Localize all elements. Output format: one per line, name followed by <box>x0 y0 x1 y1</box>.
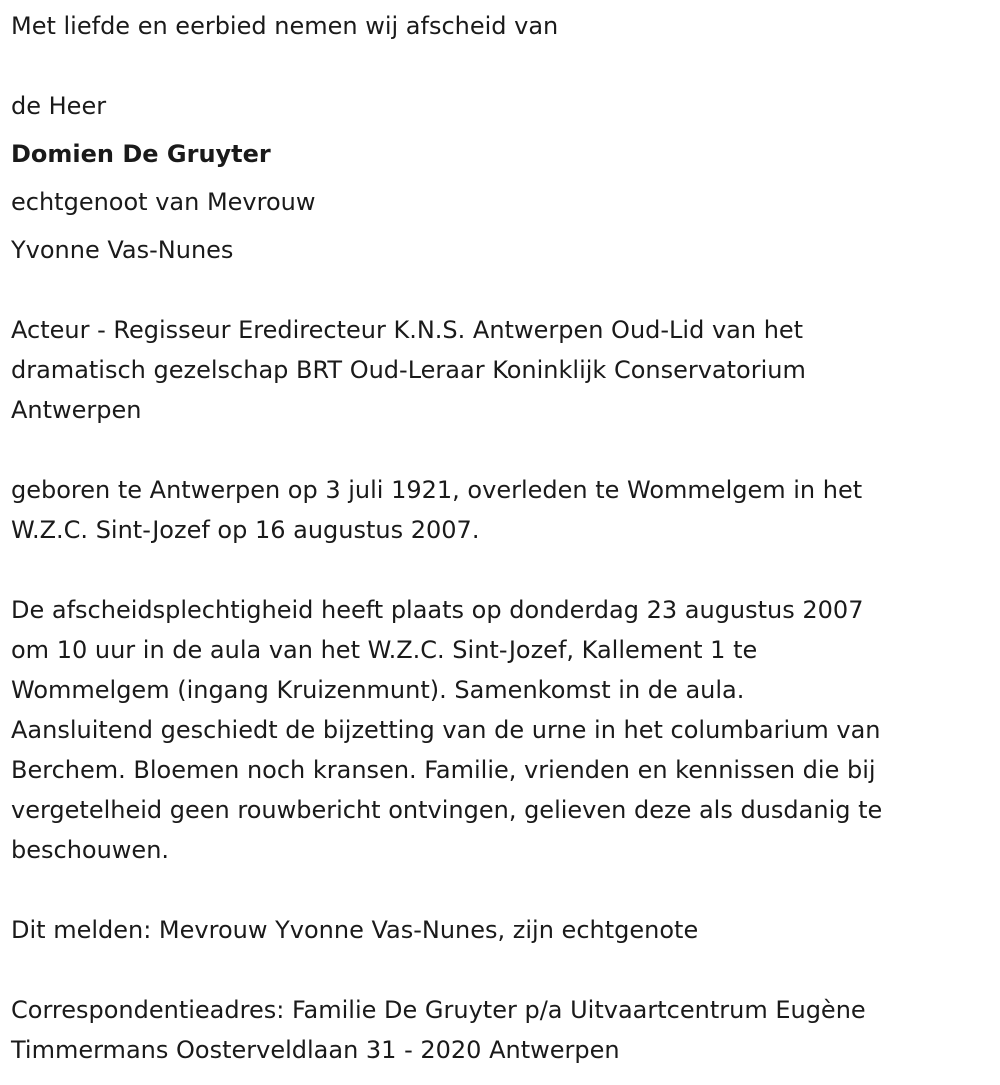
dates-line: geboren te Antwerpen op 3 juli 1921, overleden te Wommelgem in het <box>11 476 863 504</box>
ceremony-line: vergetelheid geen rouwbericht ontvingen, gelieven deze als dusdanig te <box>11 796 883 824</box>
career-line: Antwerpen <box>11 396 142 424</box>
correspondence-line: Timmermans Oosterveldlaan 31 - 2020 Antwerpen <box>11 1036 620 1064</box>
ceremony-line: om 10 uur in de aula van het W.Z.C. Sint-Jozef, Kallement 1 te <box>11 636 758 664</box>
career-line: Acteur - Regisseur Eredirecteur K.N.S. Antwerpen Oud-Lid van het <box>11 316 804 344</box>
intro-text: Met liefde en eerbied nemen wij afscheid van <box>11 12 559 40</box>
ceremony-line: Berchem. Bloemen noch kransen. Familie, vrienden en kennissen die bij <box>11 756 876 784</box>
announcers-text: Dit melden: Mevrouw Yvonne Vas-Nunes, zijn echtgenote <box>11 916 699 944</box>
deceased-name: Domien De Gruyter <box>11 140 271 168</box>
ceremony-line: Wommelgem (ingang Kruizenmunt). Samenkomst in de aula. <box>11 676 745 704</box>
correspondence-line: Correspondentieadres: Familie De Gruyter p/a Uitvaartcentrum Eugène <box>11 996 866 1024</box>
ceremony-line: Aansluitend geschiedt de bijzetting van de urne in het columbarium van <box>11 716 881 744</box>
salutation: de Heer <box>11 92 107 120</box>
ceremony-line: beschouwen. <box>11 836 170 864</box>
dates-line: W.Z.C. Sint-Jozef op 16 augustus 2007. <box>11 516 480 544</box>
career-line: dramatisch gezelschap BRT Oud-Leraar Koninklijk Conservatorium <box>11 356 806 384</box>
spouse-name: Yvonne Vas-Nunes <box>11 236 234 264</box>
ceremony-line: De afscheidsplechtigheid heeft plaats op donderdag 23 augustus 2007 <box>11 596 864 624</box>
spouse-line: echtgenoot van Mevrouw <box>11 188 316 216</box>
